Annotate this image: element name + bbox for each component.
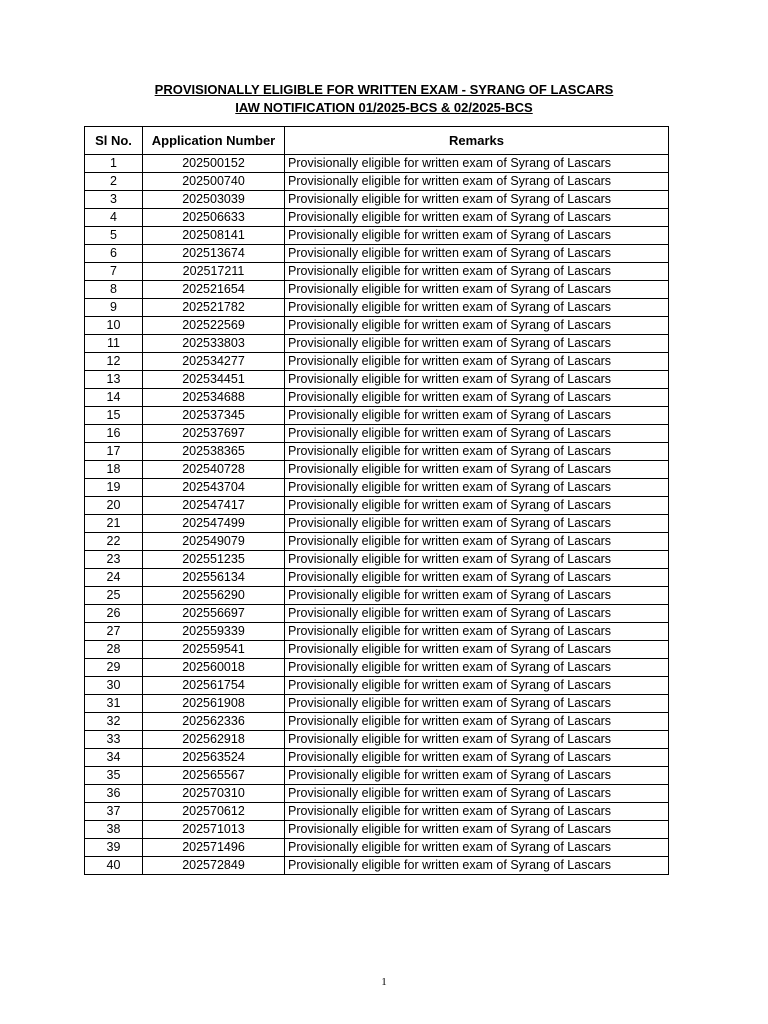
cell-application-number: 202534277 <box>143 353 285 371</box>
table-row <box>85 299 669 317</box>
header-remarks: Remarks <box>285 127 669 155</box>
table-row <box>85 533 669 551</box>
cell-sl-no: 23 <box>85 551 143 569</box>
cell-application-number: 202508141 <box>143 227 285 245</box>
cell-sl-no: 28 <box>85 641 143 659</box>
cell-application-number: 202522569 <box>143 317 285 335</box>
cell-sl-no: 1 <box>85 155 143 173</box>
cell-application-number: 202572849 <box>143 857 285 875</box>
cell-remarks: Provisionally eligible for written exam of Syrang of Lascars <box>285 551 669 569</box>
table-row <box>85 767 669 785</box>
cell-sl-no: 14 <box>85 389 143 407</box>
cell-application-number: 202571496 <box>143 839 285 857</box>
cell-application-number: 202570310 <box>143 785 285 803</box>
cell-sl-no: 17 <box>85 443 143 461</box>
cell-sl-no: 26 <box>85 605 143 623</box>
table-row <box>85 587 669 605</box>
cell-application-number: 202556134 <box>143 569 285 587</box>
table-row <box>85 749 669 767</box>
cell-remarks: Provisionally eligible for written exam of Syrang of Lascars <box>285 677 669 695</box>
cell-sl-no: 29 <box>85 659 143 677</box>
cell-application-number: 202540728 <box>143 461 285 479</box>
header-sl-no: Sl No. <box>85 127 143 155</box>
table-row <box>85 389 669 407</box>
cell-application-number: 202513674 <box>143 245 285 263</box>
document-title <box>0 82 768 98</box>
cell-application-number: 202570612 <box>143 803 285 821</box>
cell-application-number: 202561908 <box>143 695 285 713</box>
cell-sl-no: 12 <box>85 353 143 371</box>
table-row <box>85 551 669 569</box>
cell-remarks: Provisionally eligible for written exam of Syrang of Lascars <box>285 317 669 335</box>
cell-remarks: Provisionally eligible for written exam of Syrang of Lascars <box>285 479 669 497</box>
cell-application-number: 202537697 <box>143 425 285 443</box>
cell-sl-no: 13 <box>85 371 143 389</box>
cell-application-number: 202506633 <box>143 209 285 227</box>
table-row <box>85 695 669 713</box>
table-row <box>85 641 669 659</box>
cell-remarks: Provisionally eligible for written exam of Syrang of Lascars <box>285 533 669 551</box>
cell-remarks: Provisionally eligible for written exam of Syrang of Lascars <box>285 461 669 479</box>
cell-remarks: Provisionally eligible for written exam of Syrang of Lascars <box>285 407 669 425</box>
table-row <box>85 209 669 227</box>
table-row <box>85 677 669 695</box>
cell-application-number: 202547499 <box>143 515 285 533</box>
cell-remarks: Provisionally eligible for written exam of Syrang of Lascars <box>285 155 669 173</box>
cell-remarks: Provisionally eligible for written exam of Syrang of Lascars <box>285 839 669 857</box>
cell-remarks: Provisionally eligible for written exam of Syrang of Lascars <box>285 731 669 749</box>
cell-remarks: Provisionally eligible for written exam of Syrang of Lascars <box>285 857 669 875</box>
cell-remarks: Provisionally eligible for written exam of Syrang of Lascars <box>285 713 669 731</box>
cell-sl-no: 36 <box>85 785 143 803</box>
cell-sl-no: 9 <box>85 299 143 317</box>
cell-remarks: Provisionally eligible for written exam of Syrang of Lascars <box>285 443 669 461</box>
table-row <box>85 713 669 731</box>
table-row <box>85 497 669 515</box>
cell-sl-no: 7 <box>85 263 143 281</box>
cell-remarks: Provisionally eligible for written exam of Syrang of Lascars <box>285 173 669 191</box>
cell-sl-no: 32 <box>85 713 143 731</box>
cell-application-number: 202521782 <box>143 299 285 317</box>
cell-application-number: 202517211 <box>143 263 285 281</box>
cell-remarks: Provisionally eligible for written exam of Syrang of Lascars <box>285 605 669 623</box>
cell-application-number: 202559541 <box>143 641 285 659</box>
cell-remarks: Provisionally eligible for written exam of Syrang of Lascars <box>285 515 669 533</box>
table-row <box>85 857 669 875</box>
table-row <box>85 407 669 425</box>
cell-application-number: 202549079 <box>143 533 285 551</box>
cell-application-number: 202563524 <box>143 749 285 767</box>
cell-sl-no: 25 <box>85 587 143 605</box>
cell-sl-no: 22 <box>85 533 143 551</box>
cell-sl-no: 20 <box>85 497 143 515</box>
cell-remarks: Provisionally eligible for written exam of Syrang of Lascars <box>285 299 669 317</box>
cell-application-number: 202534451 <box>143 371 285 389</box>
cell-remarks: Provisionally eligible for written exam of Syrang of Lascars <box>285 335 669 353</box>
eligibility-table <box>84 126 669 875</box>
table-row <box>85 839 669 857</box>
cell-sl-no: 5 <box>85 227 143 245</box>
cell-sl-no: 21 <box>85 515 143 533</box>
cell-remarks: Provisionally eligible for written exam of Syrang of Lascars <box>285 623 669 641</box>
cell-sl-no: 15 <box>85 407 143 425</box>
table-row <box>85 821 669 839</box>
cell-sl-no: 16 <box>85 425 143 443</box>
table-row <box>85 803 669 821</box>
cell-sl-no: 11 <box>85 335 143 353</box>
cell-remarks: Provisionally eligible for written exam of Syrang of Lascars <box>285 497 669 515</box>
cell-application-number: 202503039 <box>143 191 285 209</box>
table-row <box>85 569 669 587</box>
cell-remarks: Provisionally eligible for written exam of Syrang of Lascars <box>285 389 669 407</box>
table-row <box>85 353 669 371</box>
cell-sl-no: 10 <box>85 317 143 335</box>
cell-remarks: Provisionally eligible for written exam of Syrang of Lascars <box>285 659 669 677</box>
table-row <box>85 371 669 389</box>
cell-sl-no: 8 <box>85 281 143 299</box>
cell-remarks: Provisionally eligible for written exam of Syrang of Lascars <box>285 263 669 281</box>
cell-application-number: 202500152 <box>143 155 285 173</box>
cell-remarks: Provisionally eligible for written exam of Syrang of Lascars <box>285 587 669 605</box>
table-row <box>85 191 669 209</box>
table-header-row <box>85 127 669 155</box>
cell-sl-no: 19 <box>85 479 143 497</box>
cell-sl-no: 31 <box>85 695 143 713</box>
cell-remarks: Provisionally eligible for written exam of Syrang of Lascars <box>285 803 669 821</box>
cell-sl-no: 39 <box>85 839 143 857</box>
cell-sl-no: 4 <box>85 209 143 227</box>
cell-sl-no: 2 <box>85 173 143 191</box>
cell-application-number: 202561754 <box>143 677 285 695</box>
table-row <box>85 479 669 497</box>
cell-application-number: 202500740 <box>143 173 285 191</box>
table-row <box>85 155 669 173</box>
table-row <box>85 785 669 803</box>
header-application-number: Application Number <box>143 127 285 155</box>
cell-application-number: 202560018 <box>143 659 285 677</box>
document-subtitle-text: IAW NOTIFICATION 01/2025-BCS & 02/2025-BCS <box>235 100 533 115</box>
table-row <box>85 605 669 623</box>
table-row <box>85 173 669 191</box>
cell-remarks: Provisionally eligible for written exam of Syrang of Lascars <box>285 695 669 713</box>
table-row <box>85 623 669 641</box>
cell-sl-no: 35 <box>85 767 143 785</box>
cell-remarks: Provisionally eligible for written exam of Syrang of Lascars <box>285 749 669 767</box>
table-row <box>85 227 669 245</box>
table-body <box>85 155 669 875</box>
cell-application-number: 202538365 <box>143 443 285 461</box>
cell-remarks: Provisionally eligible for written exam of Syrang of Lascars <box>285 569 669 587</box>
cell-sl-no: 34 <box>85 749 143 767</box>
cell-remarks: Provisionally eligible for written exam of Syrang of Lascars <box>285 821 669 839</box>
cell-remarks: Provisionally eligible for written exam of Syrang of Lascars <box>285 227 669 245</box>
table-row <box>85 317 669 335</box>
cell-remarks: Provisionally eligible for written exam of Syrang of Lascars <box>285 191 669 209</box>
cell-sl-no: 27 <box>85 623 143 641</box>
cell-sl-no: 38 <box>85 821 143 839</box>
document-title-text: PROVISIONALLY ELIGIBLE FOR WRITTEN EXAM - SYRANG OF LASCARS <box>154 82 614 97</box>
cell-remarks: Provisionally eligible for written exam of Syrang of Lascars <box>285 209 669 227</box>
cell-sl-no: 3 <box>85 191 143 209</box>
table-row <box>85 443 669 461</box>
cell-application-number: 202562336 <box>143 713 285 731</box>
cell-remarks: Provisionally eligible for written exam of Syrang of Lascars <box>285 281 669 299</box>
cell-application-number: 202521654 <box>143 281 285 299</box>
cell-application-number: 202534688 <box>143 389 285 407</box>
cell-remarks: Provisionally eligible for written exam of Syrang of Lascars <box>285 767 669 785</box>
cell-remarks: Provisionally eligible for written exam of Syrang of Lascars <box>285 371 669 389</box>
cell-application-number: 202547417 <box>143 497 285 515</box>
document-subtitle <box>0 100 768 116</box>
table-row <box>85 461 669 479</box>
cell-sl-no: 24 <box>85 569 143 587</box>
page-number: 1 <box>381 976 387 988</box>
cell-application-number: 202543704 <box>143 479 285 497</box>
cell-remarks: Provisionally eligible for written exam of Syrang of Lascars <box>285 641 669 659</box>
cell-application-number: 202533803 <box>143 335 285 353</box>
cell-sl-no: 18 <box>85 461 143 479</box>
cell-remarks: Provisionally eligible for written exam of Syrang of Lascars <box>285 425 669 443</box>
table-row <box>85 245 669 263</box>
table-row <box>85 425 669 443</box>
cell-sl-no: 33 <box>85 731 143 749</box>
cell-application-number: 202537345 <box>143 407 285 425</box>
table-row <box>85 335 669 353</box>
cell-sl-no: 6 <box>85 245 143 263</box>
table-row <box>85 515 669 533</box>
cell-application-number: 202556697 <box>143 605 285 623</box>
cell-application-number: 202571013 <box>143 821 285 839</box>
cell-sl-no: 30 <box>85 677 143 695</box>
cell-application-number: 202565567 <box>143 767 285 785</box>
cell-application-number: 202551235 <box>143 551 285 569</box>
cell-remarks: Provisionally eligible for written exam of Syrang of Lascars <box>285 353 669 371</box>
cell-sl-no: 37 <box>85 803 143 821</box>
cell-application-number: 202562918 <box>143 731 285 749</box>
cell-sl-no: 40 <box>85 857 143 875</box>
table-row <box>85 659 669 677</box>
table-row <box>85 281 669 299</box>
table-row <box>85 731 669 749</box>
cell-application-number: 202559339 <box>143 623 285 641</box>
cell-remarks: Provisionally eligible for written exam of Syrang of Lascars <box>285 785 669 803</box>
cell-application-number: 202556290 <box>143 587 285 605</box>
cell-remarks: Provisionally eligible for written exam of Syrang of Lascars <box>285 245 669 263</box>
table-row <box>85 263 669 281</box>
